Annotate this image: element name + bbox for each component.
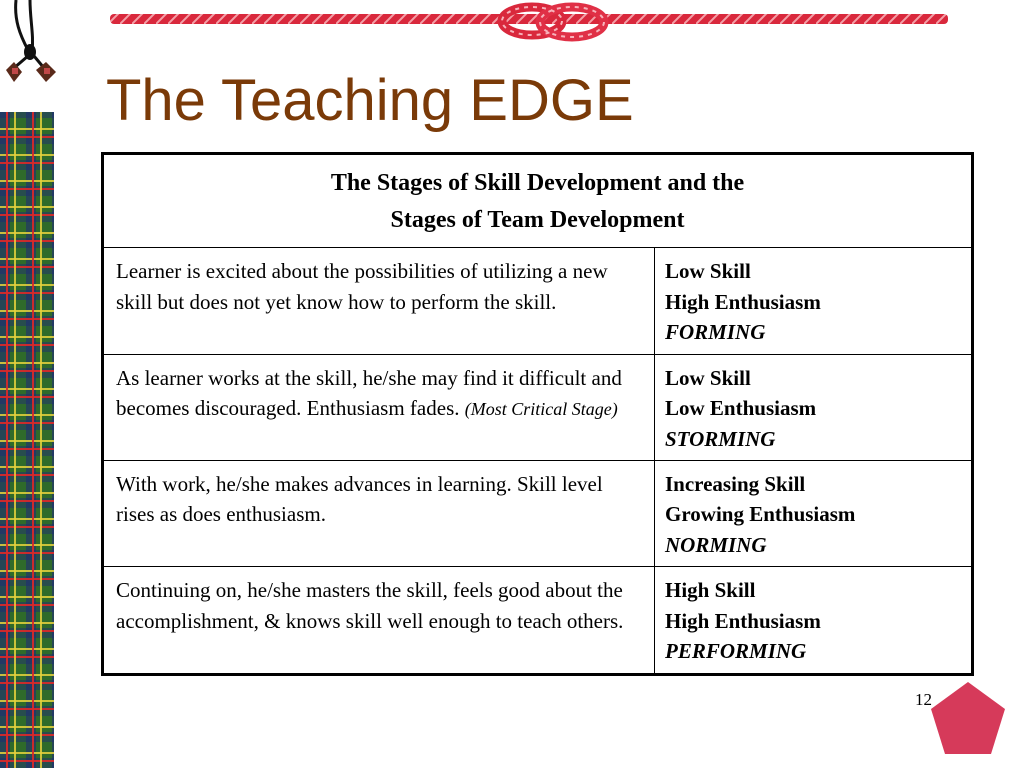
enthusiasm-level: High Enthusiasm [665, 289, 821, 314]
team-stage-name: FORMING [665, 320, 766, 345]
enthusiasm-level: High Enthusiasm [665, 608, 821, 633]
table-header-row [103, 154, 973, 248]
page-number: 12 [915, 690, 932, 709]
stage-description: Continuing on, he/she masters the skill, feels good about the accomplishment, & knows skill well enough to teach others. [103, 567, 655, 674]
stage-description: Learner is excited about the possibilities of utilizing a new skill but does not yet know how to perform the skill. [103, 248, 655, 354]
table-row [103, 248, 973, 354]
stage-summary [655, 354, 973, 460]
pentagon-icon [928, 680, 1008, 758]
team-stage-name: PERFORMING [665, 639, 807, 664]
enthusiasm-level: Growing Enthusiasm [665, 502, 856, 527]
table-header-line1: The Stages of Skill Development and the [330, 170, 745, 196]
rope-line [110, 14, 948, 24]
skill-level: Low Skill [665, 365, 751, 390]
table-row [103, 354, 973, 460]
skill-level: Increasing Skill [665, 472, 806, 496]
stage-summary [655, 461, 973, 567]
plaid-side-strip [0, 112, 54, 768]
table-header [103, 154, 973, 248]
skill-level: Low Skill [665, 259, 751, 284]
team-stage-name: NORMING [665, 532, 767, 557]
team-stage-name: STORMING [665, 426, 776, 451]
stage-description: With work, he/she makes advances in learning. Skill level rises as does enthusiasm. [103, 461, 655, 567]
enthusiasm-level: Low Enthusiasm [665, 396, 817, 421]
table-row [103, 461, 973, 567]
slide-title: The Teaching EDGE [106, 68, 634, 133]
table-row [103, 567, 973, 674]
neckerchief-woggle-icon [6, 0, 56, 82]
table-header-line2: Stages of Team Development [390, 207, 685, 234]
critical-stage-note: (Most Critical Stage) [464, 399, 618, 420]
skill-level: High Skill [665, 578, 756, 603]
stage-summary [655, 567, 973, 674]
stage-summary [655, 248, 973, 354]
stage-description: As learner works at the skill, he/she may find it difficult and becomes discouraged. Enthusiasm fades. (Most Critical Stage) [103, 354, 655, 460]
stages-table [101, 152, 974, 676]
